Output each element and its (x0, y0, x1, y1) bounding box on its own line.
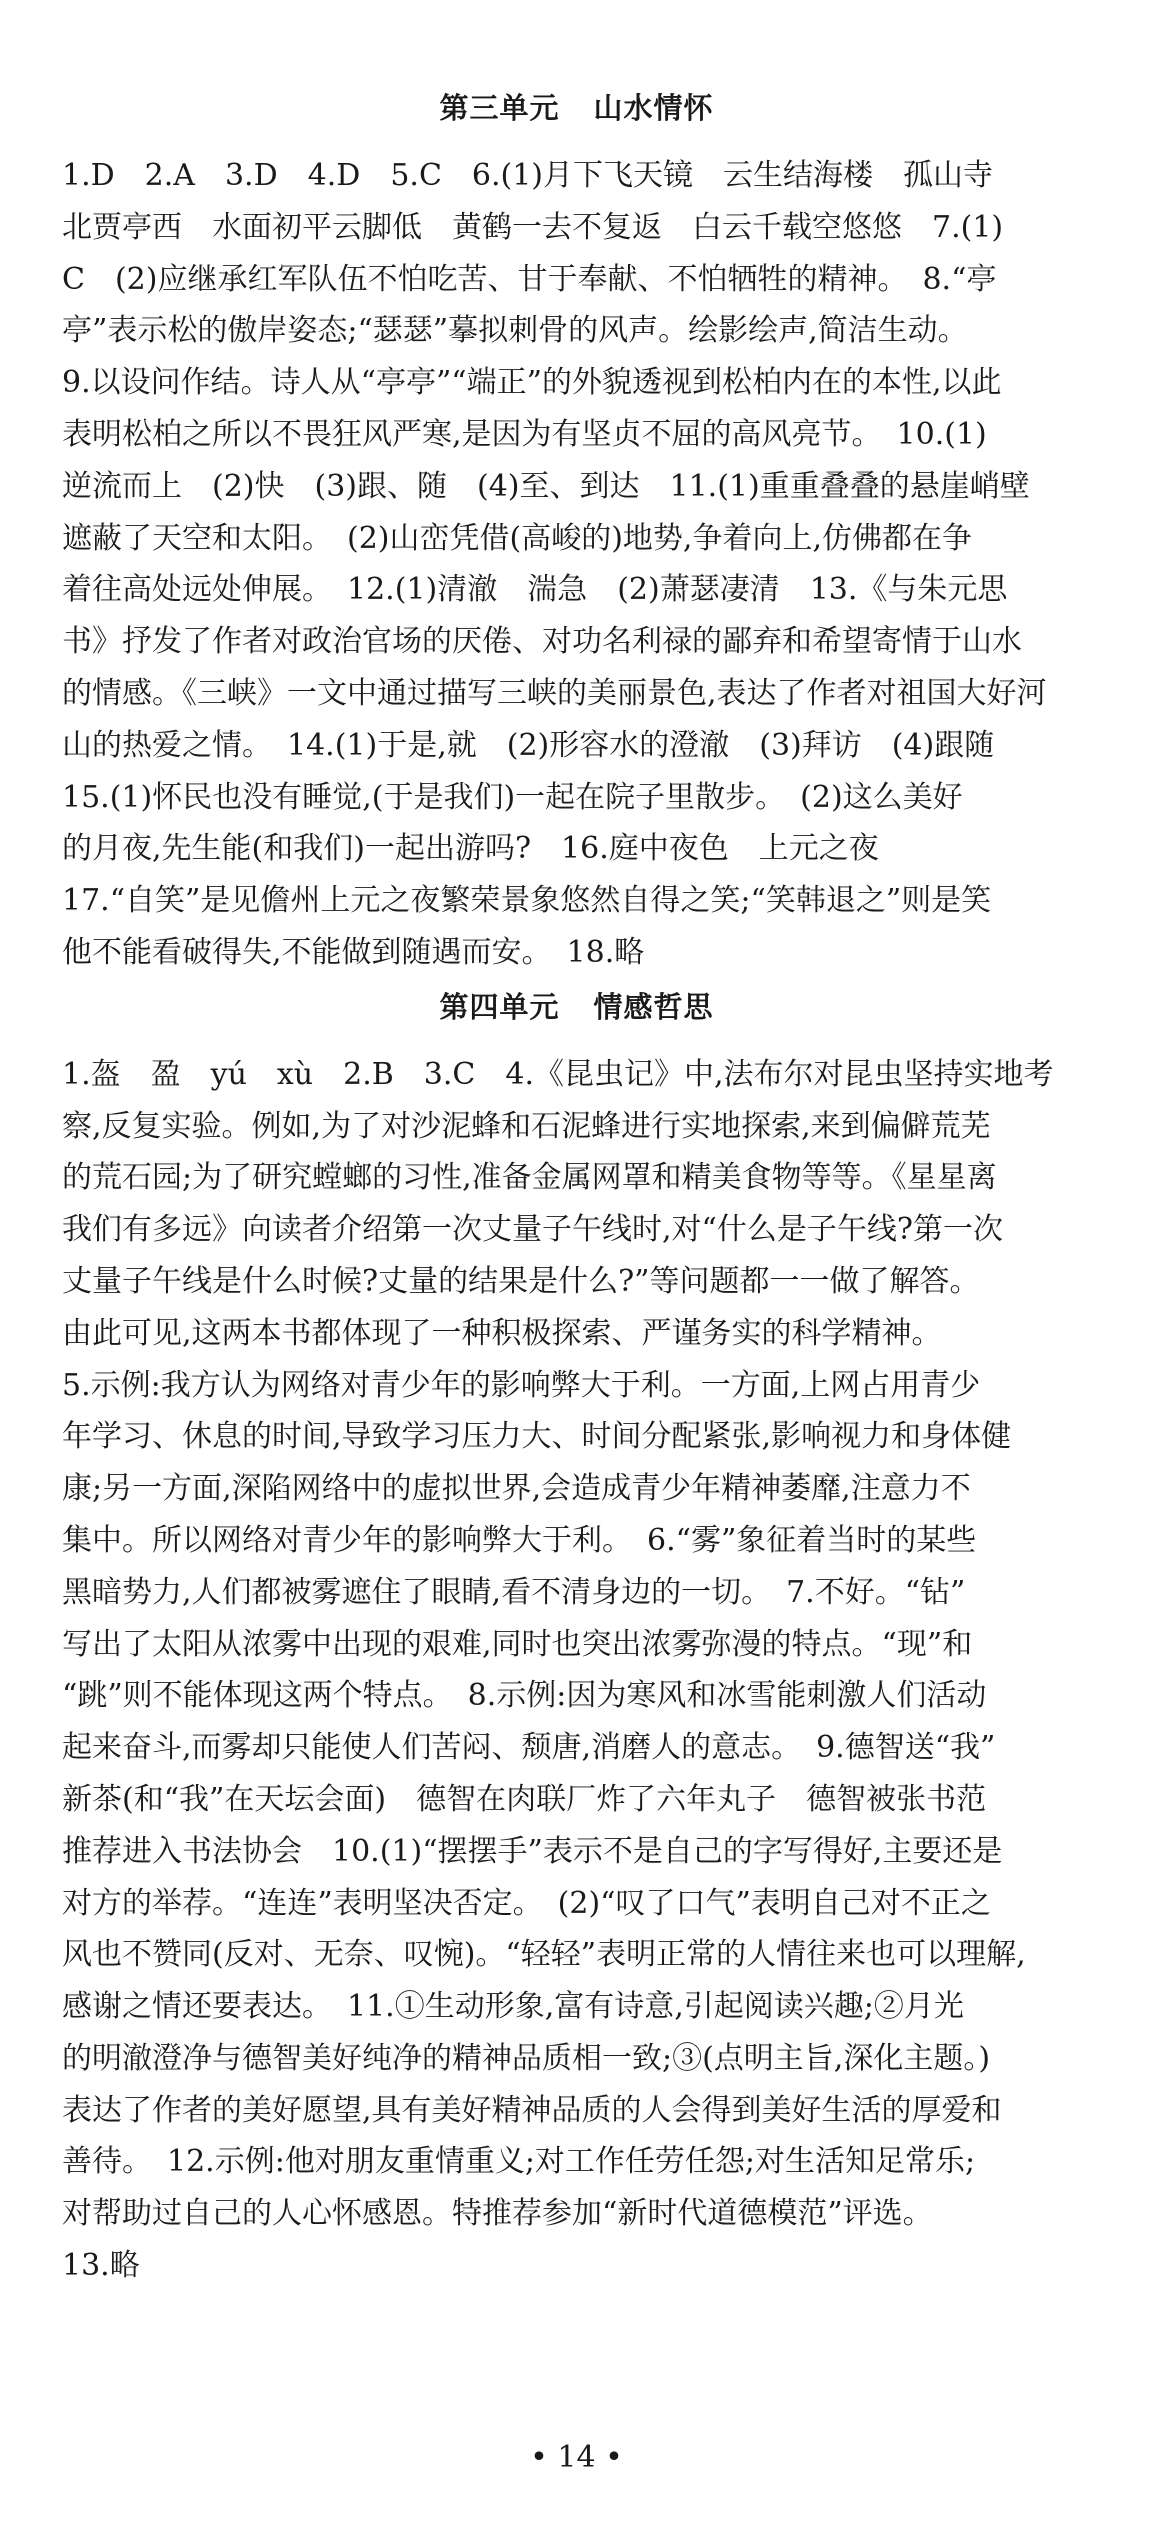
page-number: • 14 • (530, 2440, 623, 2475)
answer-line: 起来奋斗,而雾却只能使人们苦闷、颓唐,消磨人的意志。 9.德智送“我” (62, 1730, 996, 1766)
answer-line: 15.(1)怀民也没有睡觉,(于是我们)一起在院子里散步。 (2)这么美好 (62, 779, 963, 815)
answer-line: 感谢之情还要表达。 11.①生动形象,富有诗意,引起阅读兴趣;②月光 (62, 1989, 964, 2025)
answer-line: “跳”则不能体现这两个特点。 8.示例:因为寒风和冰雪能刺激人们活动 (62, 1678, 987, 1714)
answer-line: 表明松柏之所以不畏狂风严寒,是因为有坚贞不屈的高风亮节。 10.(1) (62, 416, 987, 452)
answer-line: 北贾亭西 水面初平云脚低 黄鹤一去不复返 白云千载空悠悠 7.(1) (62, 209, 1004, 245)
answer-line: 风也不赞同(反对、无奈、叹惋)。“轻轻”表明正常的人情往来也可以理解, (62, 1937, 1026, 1973)
unit-four-answers (62, 1049, 1091, 2292)
answer-line: 17.“自笑”是见儋州上元之夜繁荣景象悠然自得之笑;“笑韩退之”则是笑 (62, 883, 992, 919)
answer-line: 的月夜,先生能(和我们)一起出游吗? 16.庭中夜色 上元之夜 (62, 831, 879, 867)
answer-line: 对帮助过自己的人心怀感恩。特推荐参加“新时代道德模范”评选。 (62, 2196, 933, 2232)
answer-line: 康;另一方面,深陷网络中的虚拟世界,会造成青少年精神萎靡,注意力不 (62, 1471, 971, 1507)
answer-line: 亭”表示松的傲岸姿态;“瑟瑟”摹拟刺骨的风声。绘影绘声,简洁生动。 (62, 313, 968, 349)
answer-line: 察,反复实验。例如,为了对沙泥蜂和石泥蜂进行实地探索,来到偏僻荒芜 (62, 1108, 991, 1144)
unit-three-theme: 山水情怀 (593, 91, 714, 125)
answer-line: 的荒石园;为了研究螳螂的习性,准备金属网罩和精美食物等等。《星星离 (62, 1160, 997, 1196)
answer-line: 写出了太阳从浓雾中出现的艰难,同时也突出浓雾弥漫的特点。“现”和 (62, 1626, 973, 1662)
answer-line: 书》抒发了作者对政治官场的厌倦、对功名利禄的鄙弃和希望寄情于山水 (62, 624, 1022, 660)
answer-line: 的情感。《三峡》一文中通过描写三峡的美丽景色,表达了作者对祖国大好河 (62, 675, 1047, 711)
answer-line: 山的热爱之情。 14.(1)于是,就 (2)形容水的澄澈 (3)拜访 (4)跟随 (62, 727, 995, 763)
answer-line: 我们有多远》向读者介绍第一次丈量子午线时,对“什么是子午线?第一次 (62, 1212, 1003, 1248)
answer-line: 黑暗势力,人们都被雾遮住了眼睛,看不清身边的一切。 7.不好。“钻” (62, 1574, 966, 1610)
answer-line: 年学习、休息的时间,导致学习压力大、时间分配紧张,影响视力和身体健 (62, 1419, 1012, 1455)
answer-line: 集中。所以网络对青少年的影响弊大于利。 6.“雾”象征着当时的某些 (62, 1522, 977, 1558)
answer-line: 由此可见,这两本书都体现了一种积极探索、严谨务实的科学精神。 (62, 1315, 942, 1351)
unit-three-answers (62, 150, 1091, 979)
answer-line: 丈量子午线是什么时候?丈量的结果是什么?”等问题都一一做了解答。 (62, 1263, 980, 1299)
answer-line: 13.略 (62, 2248, 140, 2284)
answer-line: 善待。 12.示例:他对朋友重情重义;对工作任劳任怨;对生活知足常乐; (62, 2144, 976, 2180)
answer-line: 1.盔 盈 yú xù 2.B 3.C 4.《昆虫记》中,法布尔对昆虫坚持实地考 (62, 1056, 1054, 1092)
unit-three-number: 第三单元 (439, 91, 560, 125)
answer-line: 9.以设问作结。诗人从“亭亭”“端正”的外貌透视到松柏内在的本性,以此 (62, 365, 1002, 401)
unit-four-theme: 情感哲思 (593, 989, 714, 1024)
answer-line: 新茶(和“我”在天坛会面) 德智在肉联厂炸了六年丸子 德智被张书范 (62, 1781, 987, 1817)
unit-four-number: 第四单元 (439, 989, 560, 1024)
unit-four-title (62, 987, 1091, 1027)
unit-three-title (62, 88, 1091, 128)
answer-line: 推荐进入书法协会 10.(1)“摆摆手”表示不是自己的字写得好,主要还是 (62, 1833, 1003, 1869)
answer-line: 他不能看破得失,不能做到随遇而安。 18.略 (62, 934, 645, 970)
answer-line: 遮蔽了天空和太阳。 (2)山峦凭借(高峻的)地势,争着向上,仿佛都在争 (62, 520, 972, 556)
answer-line: 的明澈澄净与德智美好纯净的精神品质相一致;③(点明主旨,深化主题。) (62, 2040, 991, 2076)
answer-line: 对方的举荐。“连连”表明坚决否定。 (2)“叹了口气”表明自己对不正之 (62, 1885, 991, 1921)
answer-line: 着往高处远处伸展。 12.(1)清澈 湍急 (2)萧瑟凄清 13.《与朱元思 (62, 572, 1008, 608)
answer-line: C (2)应继承红军队伍不怕吃苦、甘于奉献、不怕牺牲的精神。 8.“亭 (62, 261, 997, 297)
answer-line: 5.示例:我方认为网络对青少年的影响弊大于利。一方面,上网占用青少 (62, 1367, 981, 1403)
answer-line: 表达了作者的美好愿望,具有美好精神品质的人会得到美好生活的厚爱和 (62, 2092, 1002, 2128)
answer-line: 逆流而上 (2)快 (3)跟、随 (4)至、到达 11.(1)重重叠叠的悬崖峭壁 (62, 468, 1030, 504)
answer-line: 1.D 2.A 3.D 4.D 5.C 6.(1)月下飞天镜 云生结海楼 孤山寺 (62, 158, 994, 193)
